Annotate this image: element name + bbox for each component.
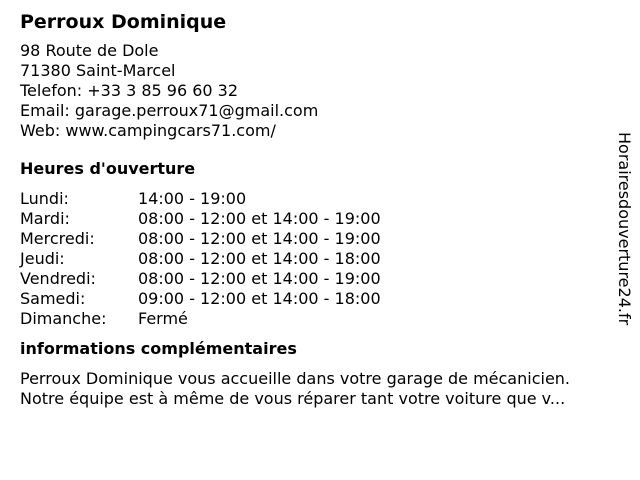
- day-label: Dimanche:: [20, 309, 107, 328]
- day-label: Mardi:: [20, 209, 70, 228]
- address-line-1: 98 Route de Dole: [20, 41, 159, 60]
- day-label: Mercredi:: [20, 229, 95, 248]
- time-value: Fermé: [138, 309, 188, 328]
- time-value: 08:00 - 12:00 et 14:00 - 18:00: [138, 249, 381, 268]
- hours-heading: Heures d'ouverture: [20, 159, 196, 178]
- hours-row-dimanche: [20, 309, 610, 329]
- time-value: 08:00 - 12:00 et 14:00 - 19:00: [138, 209, 381, 228]
- info-description-line-1: Perroux Dominique vous accueille dans votre garage de mécanicien.: [20, 369, 571, 388]
- phone-line: Telefon: +33 3 85 96 60 32: [20, 81, 239, 100]
- hours-row-samedi: [20, 289, 610, 309]
- site-credit-watermark: Horairesdouverture24.fr: [615, 132, 634, 326]
- hours-row-jeudi: [20, 249, 610, 269]
- email-line: Email: garage.perroux71@gmail.com: [20, 101, 319, 120]
- day-label: Lundi:: [20, 189, 69, 208]
- day-label: Samedi:: [20, 289, 86, 308]
- day-label: Vendredi:: [20, 269, 96, 288]
- business-card: [20, 10, 610, 409]
- time-value: 14:00 - 19:00: [138, 189, 247, 208]
- web-line: Web: www.campingcars71.com/: [20, 121, 276, 140]
- time-value: 08:00 - 12:00 et 14:00 - 19:00: [138, 229, 381, 248]
- time-value: 08:00 - 12:00 et 14:00 - 19:00: [138, 269, 381, 288]
- day-label: Jeudi:: [20, 249, 65, 268]
- business-name: Perroux Dominique: [20, 11, 227, 33]
- address-line-2: 71380 Saint-Marcel: [20, 61, 176, 80]
- info-heading: informations complémentaires: [20, 339, 297, 358]
- info-description-line-2: Notre équipe est à même de vous réparer tant votre voiture que v...: [20, 389, 566, 408]
- hours-table: [20, 189, 610, 329]
- time-value: 09:00 - 12:00 et 14:00 - 18:00: [138, 289, 381, 308]
- hours-row-lundi: [20, 189, 610, 209]
- hours-row-vendredi: [20, 269, 610, 289]
- hours-row-mardi: [20, 209, 610, 229]
- hours-row-mercredi: [20, 229, 610, 249]
